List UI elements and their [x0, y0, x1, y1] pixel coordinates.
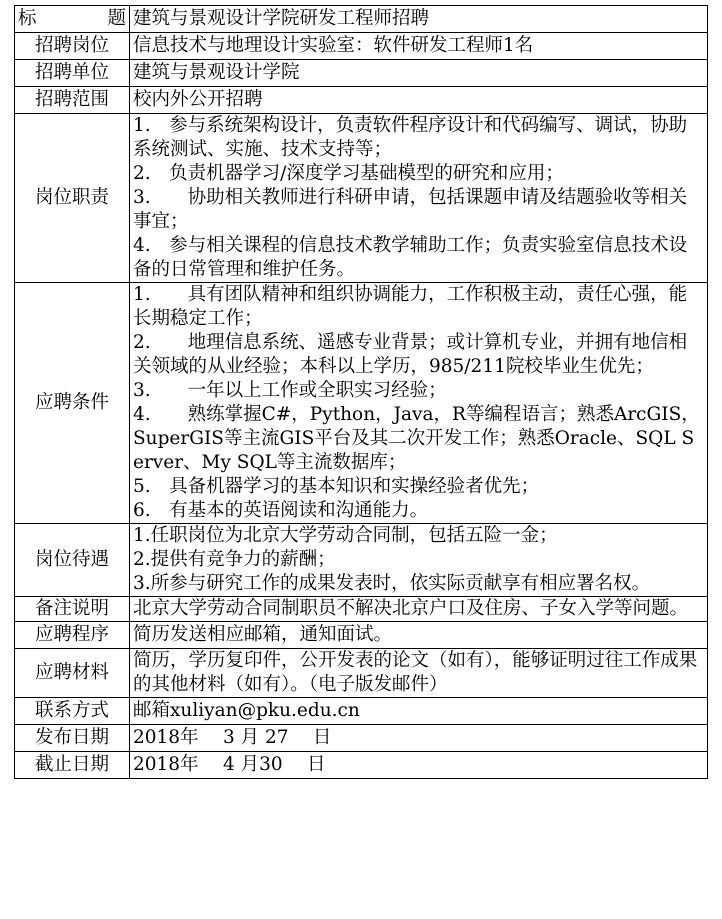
requirement-item: 4. 熟练掌握C#，Python，Java，R等编程语言；熟悉ArcGIS，SuperGIS等主流GIS平台及其二次开发工作；熟悉Oracle、SQL Server、My SQL等主流数据库； — [133, 404, 700, 473]
row-label: 联系方式 — [15, 698, 130, 725]
requirement-item: 1. 具有团队精神和组织协调能力，工作积极主动，责任心强，能长期稳定工作； — [133, 284, 688, 329]
row-value — [130, 524, 708, 597]
row-duties — [15, 114, 708, 283]
value-line: 校内外公开招聘 — [133, 89, 263, 110]
row-label: 招聘范围 — [15, 87, 130, 114]
row-value — [130, 283, 708, 524]
row-scope — [15, 87, 708, 114]
row-label: 岗位职责 — [15, 114, 130, 283]
row-value — [130, 698, 708, 725]
row-materials — [15, 649, 708, 698]
duty-item: 3. 协助相关教师进行科研申请，包括课题申请及结题验收等相关事宜； — [133, 187, 688, 232]
row-value — [130, 752, 708, 779]
value-line: 建筑与景观设计学院 — [133, 62, 300, 83]
value-line: 建筑与景观设计学院研发工程师招聘 — [133, 8, 430, 29]
requirement-item: 5. 具备机器学习的基本知识和实操经验者优先； — [133, 476, 540, 497]
row-label: 截止日期 — [15, 752, 130, 779]
value-line: 简历发送相应邮箱，通知面试。 — [133, 624, 393, 645]
duty-item: 4. 参与相关课程的信息技术教学辅助工作；负责实验室信息技术设备的日常管理和维护任务。 — [133, 235, 688, 280]
requirement-item: 6. 有基本的英语阅读和沟通能力。 — [133, 500, 429, 521]
value-line: 北京大学劳动合同制职员不解决北京户口及住房、子女入学等问题。 — [133, 598, 689, 619]
row-label: 招聘单位 — [15, 60, 130, 87]
requirement-item: 2. 地理信息系统、遥感专业背景；或计算机专业，并拥有地信相关领域的从业经验；本科以上学历，985/211院校毕业生优先； — [133, 332, 688, 377]
row-title — [15, 6, 708, 33]
row-label: 备注说明 — [15, 597, 130, 622]
job-posting-table — [14, 5, 708, 779]
row-label: 岗位待遇 — [15, 524, 130, 597]
row-value — [130, 114, 708, 283]
row-procedure — [15, 622, 708, 649]
row-position — [15, 33, 708, 60]
row-label: 标 题 — [15, 6, 130, 33]
benefit-item: 3.所参与研究工作的成果发表时，依实际贡献享有相应署名权。 — [133, 573, 651, 594]
row-notes — [15, 597, 708, 622]
row-label: 招聘岗位 — [15, 33, 130, 60]
row-value — [130, 597, 708, 622]
row-contact — [15, 698, 708, 725]
row-label: 应聘材料 — [15, 649, 130, 698]
row-label: 应聘程序 — [15, 622, 130, 649]
row-publish-date — [15, 725, 708, 752]
deadline-date: 2018年 4 月30 日 — [133, 754, 326, 775]
row-value — [130, 33, 708, 60]
value-line: 简历，学历复印件，公开发表的论文（如有），能够证明过往工作成果的其他材料（如有）。（电子版发邮件） — [133, 650, 698, 695]
row-value — [130, 622, 708, 649]
row-label: 发布日期 — [15, 725, 130, 752]
contact-email: 邮箱xuliyan@pku.edu.cn — [133, 700, 360, 721]
row-deadline — [15, 752, 708, 779]
duty-item: 2. 负责机器学习/深度学习基础模型的研究和应用； — [133, 163, 564, 184]
job-posting — [14, 5, 708, 779]
row-value — [130, 60, 708, 87]
benefit-item: 1.任职岗位为北京大学劳动合同制，包括五险一金； — [133, 525, 558, 546]
benefit-item: 2.提供有竞争力的薪酬； — [133, 549, 336, 570]
row-value — [130, 725, 708, 752]
duty-item: 1. 参与系统架构设计，负责软件程序设计和代码编写、调试，协助系统测试、实施、技术支持等； — [133, 115, 688, 160]
value-line: 信息技术与地理设计实验室：软件研发工程师1名 — [133, 35, 534, 56]
row-value — [130, 87, 708, 114]
row-value — [130, 649, 708, 698]
row-label: 应聘条件 — [15, 283, 130, 524]
row-benefits — [15, 524, 708, 597]
row-requirements — [15, 283, 708, 524]
publish-date: 2018年 3 月 27 日 — [133, 727, 332, 748]
row-value — [130, 6, 708, 33]
row-unit — [15, 60, 708, 87]
requirement-item: 3. 一年以上工作或全职实习经验； — [133, 380, 447, 401]
